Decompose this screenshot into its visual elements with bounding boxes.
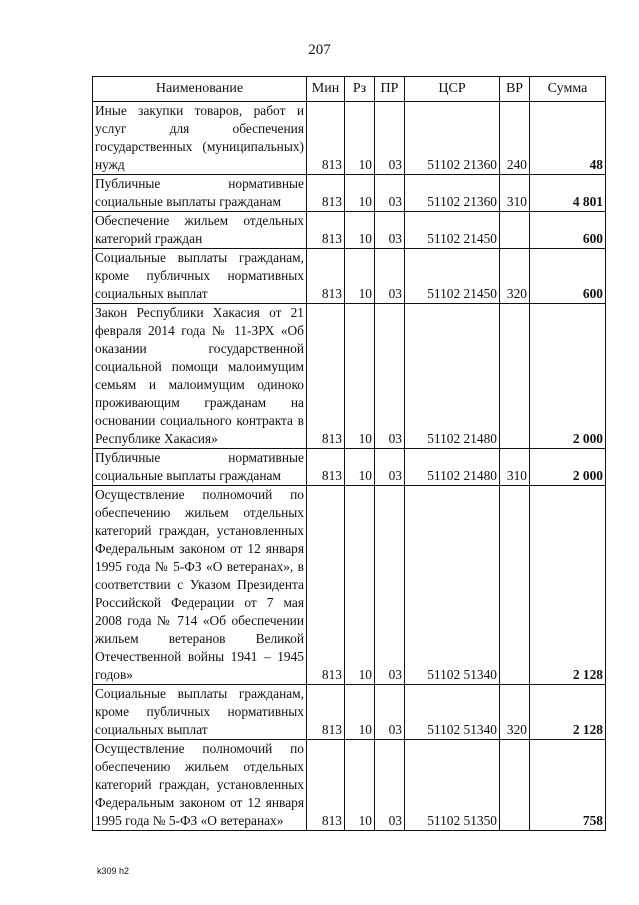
table-row bbox=[93, 249, 606, 304]
row-name: Социальные выплаты гражданам, кроме публичных нормативных социальных выплат bbox=[93, 249, 307, 304]
row-csr: 51102 51350 bbox=[405, 740, 500, 831]
row-min: 813 bbox=[307, 212, 345, 249]
row-sum: 2 128 bbox=[530, 685, 606, 740]
footer-code: k309 h2 bbox=[97, 866, 130, 876]
budget-table bbox=[92, 76, 606, 831]
row-rz: 10 bbox=[345, 740, 375, 831]
row-pr: 03 bbox=[375, 685, 405, 740]
row-sum: 2 000 bbox=[530, 304, 606, 449]
row-vr: 310 bbox=[500, 175, 530, 212]
row-min: 813 bbox=[307, 685, 345, 740]
row-csr: 51102 21450 bbox=[405, 249, 500, 304]
page-number: 207 bbox=[308, 42, 331, 58]
header-pr: ПР bbox=[375, 77, 405, 102]
table-row bbox=[93, 449, 606, 486]
row-csr: 51102 21480 bbox=[405, 449, 500, 486]
row-rz: 10 bbox=[345, 304, 375, 449]
row-rz: 10 bbox=[345, 249, 375, 304]
row-vr: 310 bbox=[500, 449, 530, 486]
row-rz: 10 bbox=[345, 685, 375, 740]
row-vr bbox=[500, 740, 530, 831]
row-vr: 320 bbox=[500, 685, 530, 740]
row-min: 813 bbox=[307, 102, 345, 175]
row-name: Социальные выплаты гражданам, кроме публичных нормативных социальных выплат bbox=[93, 685, 307, 740]
row-pr: 03 bbox=[375, 304, 405, 449]
row-csr: 51102 21450 bbox=[405, 212, 500, 249]
table-row bbox=[93, 212, 606, 249]
row-pr: 03 bbox=[375, 102, 405, 175]
row-sum: 2 128 bbox=[530, 486, 606, 685]
row-name: Обеспечение жильем отдельных категорий граждан bbox=[93, 212, 307, 249]
header-vr: ВР bbox=[500, 77, 530, 102]
row-min: 813 bbox=[307, 175, 345, 212]
table-row bbox=[93, 102, 606, 175]
row-sum: 4 801 bbox=[530, 175, 606, 212]
row-pr: 03 bbox=[375, 249, 405, 304]
row-csr: 51102 21360 bbox=[405, 175, 500, 212]
row-min: 813 bbox=[307, 449, 345, 486]
row-name: Осуществление полномочий по обеспечению жильем отдельных категорий граждан, установленных Федеральным законом от 12 января 1995 года № 5-ФЗ «О ветеранах», в соответствии с Указом Президента Российской Федерации от 7 мая 2008 года № 714 «Об обеспечении жильем ветеранов Великой Отечественной войны 1941 – 1945 годов» bbox=[93, 486, 307, 685]
row-csr: 51102 51340 bbox=[405, 685, 500, 740]
row-sum: 600 bbox=[530, 212, 606, 249]
row-pr: 03 bbox=[375, 449, 405, 486]
row-vr bbox=[500, 304, 530, 449]
table-header-row bbox=[93, 77, 606, 102]
row-min: 813 bbox=[307, 486, 345, 685]
row-pr: 03 bbox=[375, 486, 405, 685]
header-csr: ЦСР bbox=[405, 77, 500, 102]
row-name: Иные закупки товаров, работ и услуг для обеспечения государственных (муниципальных) нужд bbox=[93, 102, 307, 175]
row-min: 813 bbox=[307, 740, 345, 831]
row-sum: 2 000 bbox=[530, 449, 606, 486]
row-rz: 10 bbox=[345, 175, 375, 212]
row-min: 813 bbox=[307, 249, 345, 304]
row-name: Публичные нормативные социальные выплаты гражданам bbox=[93, 175, 307, 212]
row-sum: 758 bbox=[530, 740, 606, 831]
row-name: Осуществление полномочий по обеспечению жильем отдельных категорий граждан, установленных Федеральным законом от 12 января 1995 года № 5-ФЗ «О ветеранах» bbox=[93, 740, 307, 831]
row-csr: 51102 51340 bbox=[405, 486, 500, 685]
table-row bbox=[93, 740, 606, 831]
table-row bbox=[93, 175, 606, 212]
row-vr bbox=[500, 486, 530, 685]
row-rz: 10 bbox=[345, 449, 375, 486]
row-name: Закон Республики Хакасия от 21 февраля 2014 года № 11-ЗРХ «Об оказании государственной социальной помощи малоимущим семьям и малоимущим одиноко проживающим гражданам на основании социального контракта в Республике Хакасия» bbox=[93, 304, 307, 449]
header-min: Мин bbox=[307, 77, 345, 102]
table-row bbox=[93, 486, 606, 685]
row-rz: 10 bbox=[345, 102, 375, 175]
row-min: 813 bbox=[307, 304, 345, 449]
table-row bbox=[93, 685, 606, 740]
row-vr bbox=[500, 212, 530, 249]
row-vr: 240 bbox=[500, 102, 530, 175]
row-rz: 10 bbox=[345, 486, 375, 685]
header-rz: Рз bbox=[345, 77, 375, 102]
row-vr: 320 bbox=[500, 249, 530, 304]
header-name: Наименование bbox=[93, 77, 307, 102]
table-row bbox=[93, 304, 606, 449]
row-csr: 51102 21480 bbox=[405, 304, 500, 449]
row-pr: 03 bbox=[375, 740, 405, 831]
row-sum: 600 bbox=[530, 249, 606, 304]
row-name: Публичные нормативные социальные выплаты гражданам bbox=[93, 449, 307, 486]
row-rz: 10 bbox=[345, 212, 375, 249]
row-pr: 03 bbox=[375, 212, 405, 249]
row-sum: 48 bbox=[530, 102, 606, 175]
row-pr: 03 bbox=[375, 175, 405, 212]
header-sum: Сумма bbox=[530, 77, 606, 102]
row-csr: 51102 21360 bbox=[405, 102, 500, 175]
